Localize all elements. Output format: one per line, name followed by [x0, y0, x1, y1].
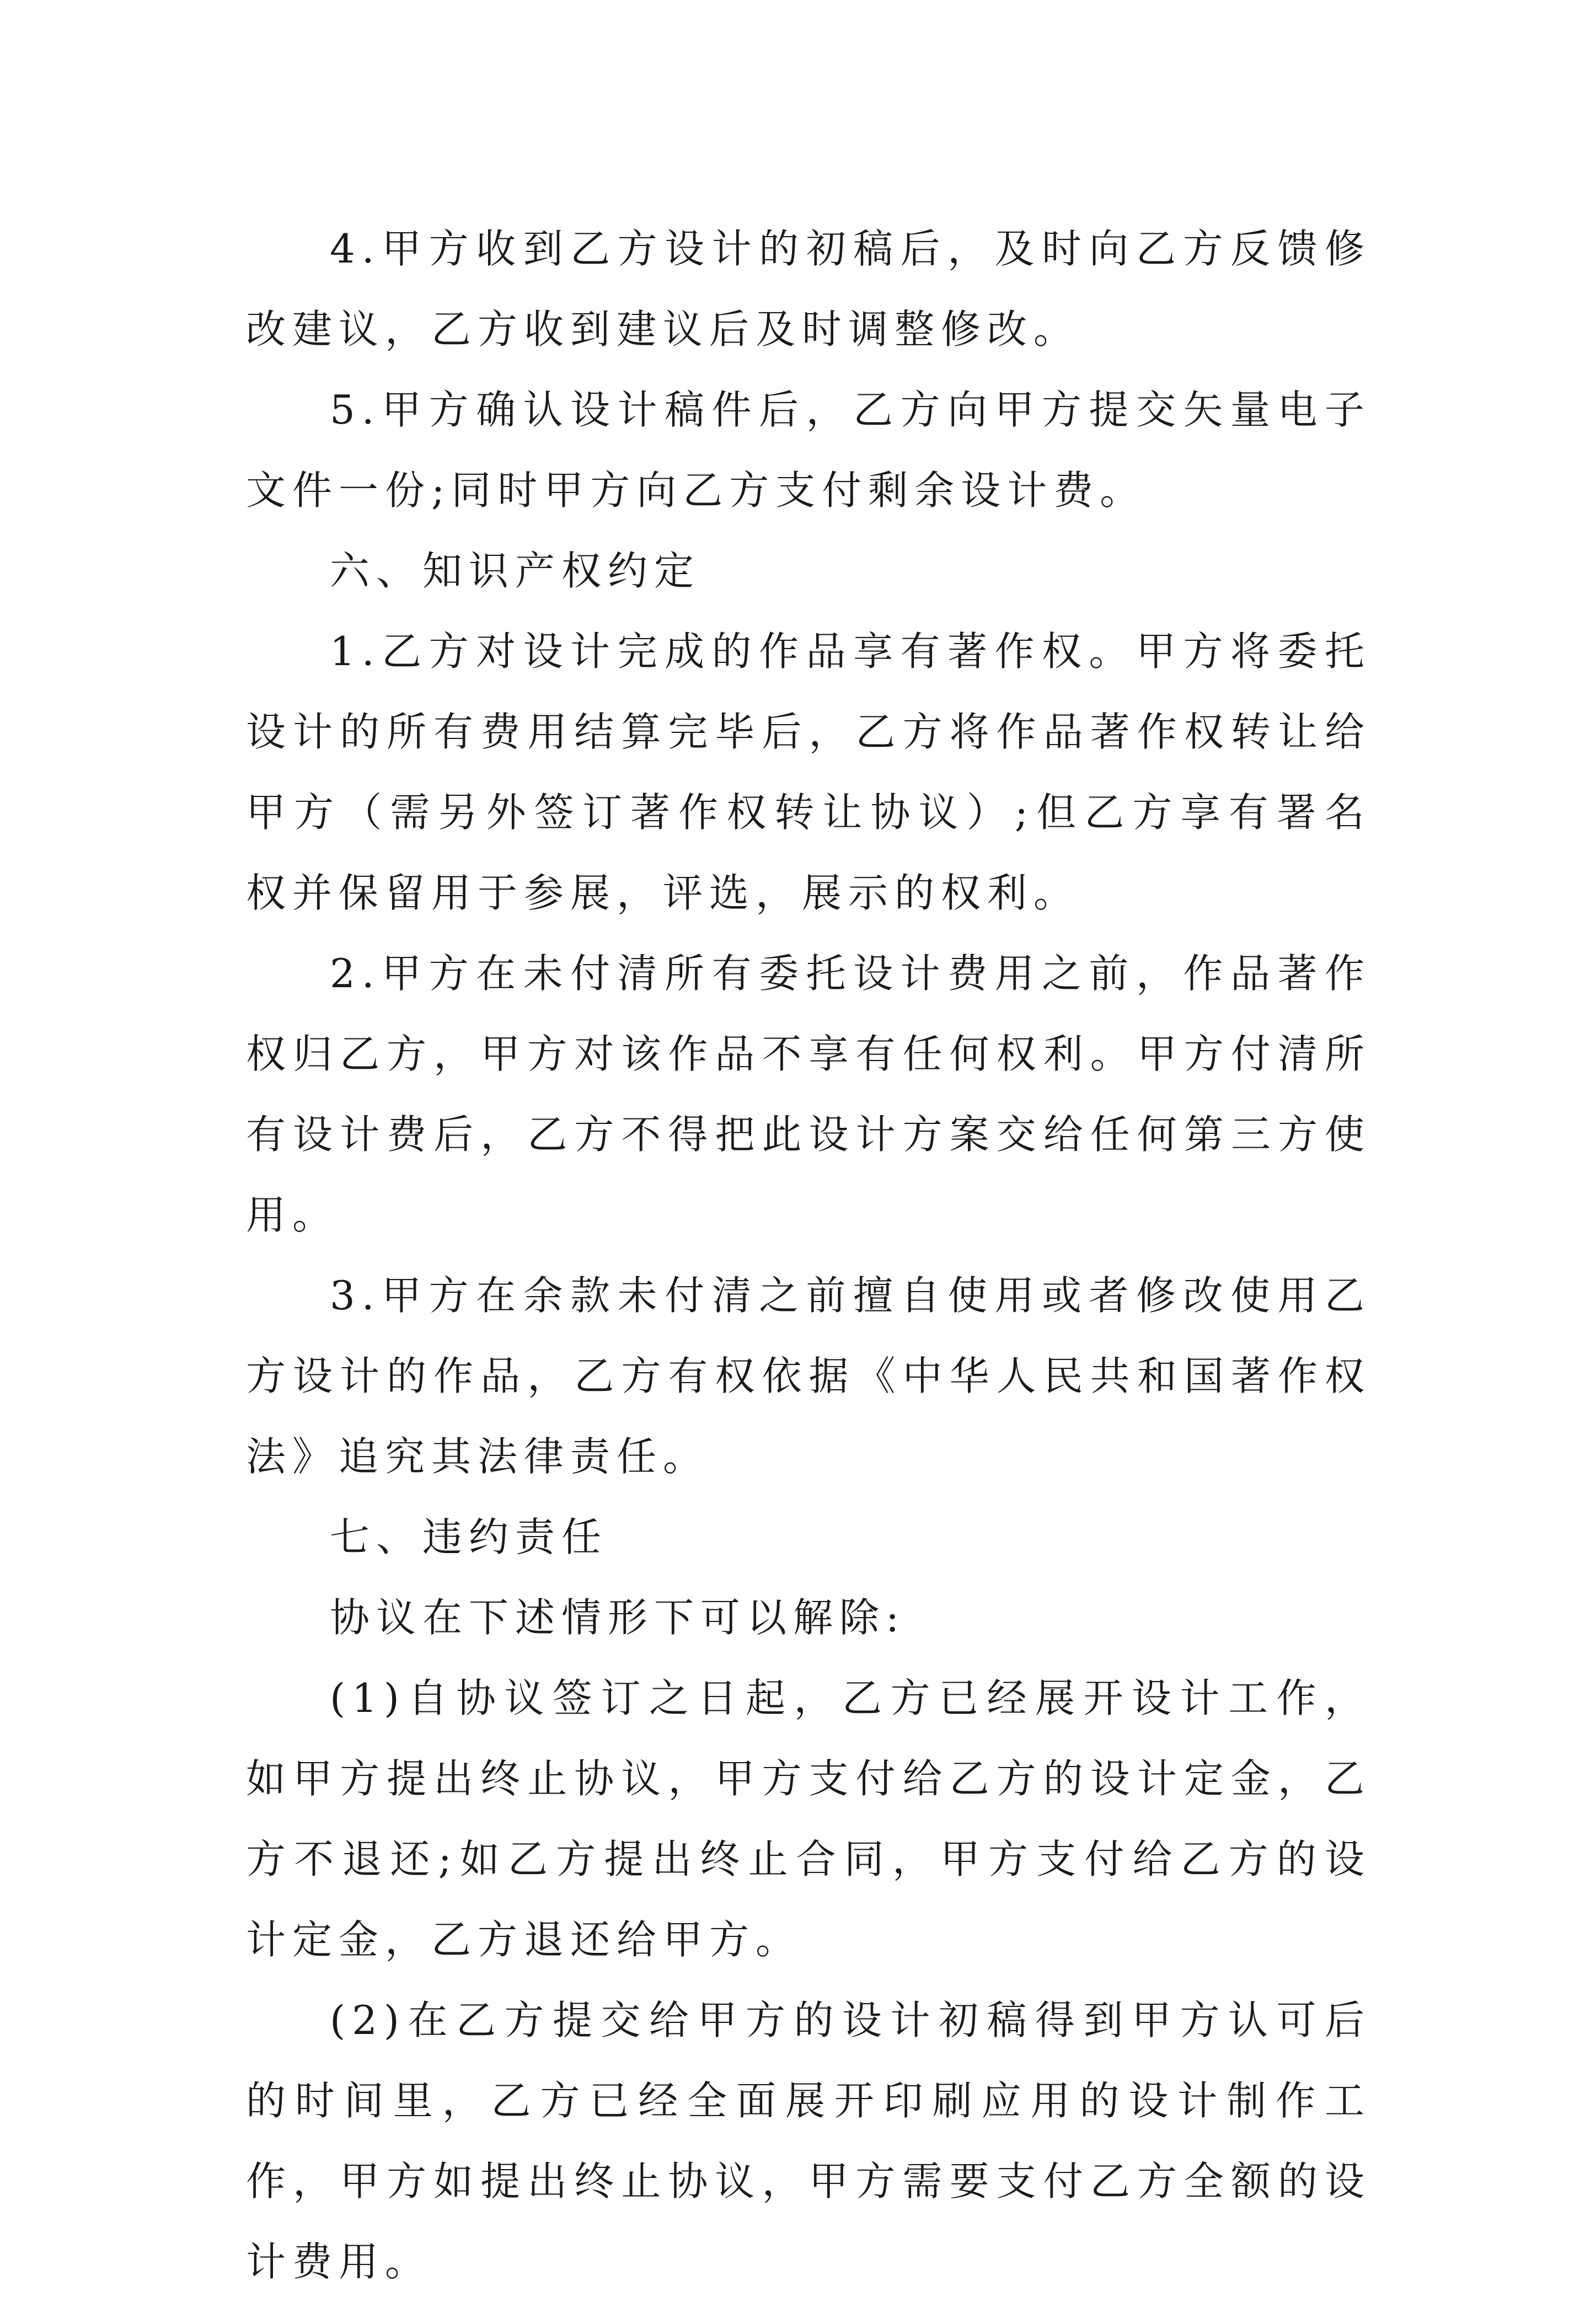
termination-item-2: (2)在乙方提交给甲方的设计初稿得到甲方认可后的时间里，乙方已经全面展开印刷应用的设计制作工作，甲方如提出终止协议，甲方需要支付乙方全额的设计费用。 [246, 1997, 1371, 2285]
clause-5-delivery: 5.甲方确认设计稿件后，乙方向甲方提交矢量电子文件一份;同时甲方向乙方支付剩余设计费。 [246, 387, 1371, 513]
termination-intro: 协议在下述情形下可以解除: [330, 1594, 906, 1641]
termination-item-1: (1)自协议签订之日起，乙方已经展开设计工作，如甲方提出终止协议，甲方支付给乙方的设计定金，乙方不退还;如乙方提出终止合同，甲方支付给乙方的设计定金，乙方退还给甲方。 [246, 1675, 1371, 1963]
section-heading-breach: 七、违约责任 [330, 1514, 608, 1560]
clause-ip-3: 3.甲方在余款未付清之前擅自使用或者修改使用乙方设计的作品，乙方有权依据《中华人民共和国著作权法》追究其法律责任。 [246, 1272, 1371, 1480]
clause-4-feedback: 4.甲方收到乙方设计的初稿后，及时向乙方反馈修改建议，乙方收到建议后及时调整修改。 [246, 226, 1371, 352]
clause-ip-2: 2.甲方在未付清所有委托设计费用之前，作品著作权归乙方，甲方对该作品不享有任何权利。甲方付清所有设计费后，乙方不得把此设计方案交给任何第三方使用。 [246, 950, 1371, 1238]
document-body [246, 208, 1371, 2302]
section-heading-ip: 六、知识产权约定 [330, 548, 701, 594]
clause-ip-1: 1.乙方对设计完成的作品享有著作权。甲方将委托设计的所有费用结算完毕后，乙方将作品著作权转让给甲方（需另外签订著作权转让协议）;但乙方享有署名权并保留用于参展，评选，展示的权利。 [246, 628, 1371, 916]
